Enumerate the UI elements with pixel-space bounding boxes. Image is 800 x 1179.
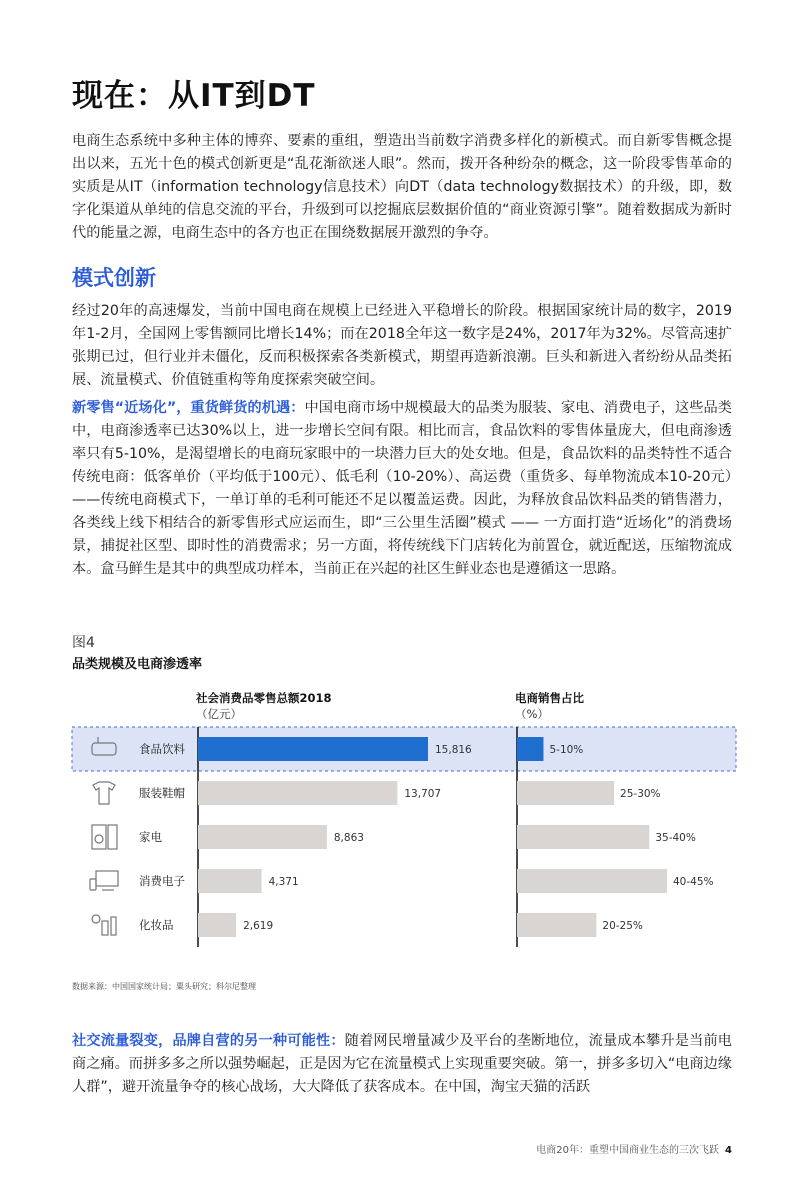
page-number: 4 (725, 1145, 732, 1156)
appliance-icon-fridge (108, 825, 117, 849)
figure-number: 图4 (72, 635, 95, 651)
growth-paragraph: 经过20年的高速爆发，当前中国电商在规模上已经进入平稳增长的阶段。根据国家统计局的数字，2019年1-2月，全国网上零售额同比增长14%；而在2018全年这一数字是24%，2017年为32%。尽管高速扩张期已过，但行业并未僵化，反而积极探索各类新模式，期望再造新浪潮。巨头和新进入者纷纷从品类拓展、流量模式、价值链重构等角度探索突破空间。 (72, 303, 732, 388)
ecommerce-share-value: 40-45% (673, 876, 714, 888)
column-unit-retail-sales: （亿元） (196, 707, 242, 721)
appliance-icon-drum (95, 835, 103, 843)
figure-source: 数据来源：中国国家统计局；粟头研究；科尔尼整理 (72, 982, 256, 991)
social-traffic-paragraph (72, 1030, 732, 1099)
ecommerce-share-value: 5-10% (549, 744, 584, 756)
electronics-icon (96, 871, 118, 886)
appliance-icon (92, 825, 106, 849)
ecommerce-share-bar (517, 913, 596, 937)
ecommerce-share-value: 35-40% (655, 832, 696, 844)
cosmetics-icon-bottle (111, 917, 116, 935)
category-label: 化妆品 (139, 918, 174, 932)
cosmetics-icon (92, 915, 100, 923)
electronics-icon-phone (90, 879, 96, 890)
ecommerce-share-bar (517, 737, 543, 761)
ecommerce-share-value: 20-25% (602, 920, 643, 932)
page-title: 现在：从IT到DT (72, 78, 316, 114)
retail-sales-value: 8,863 (333, 832, 364, 844)
ecommerce-share-value: 25-30% (620, 788, 661, 800)
ecommerce-share-bar (517, 869, 667, 893)
retail-sales-bar (198, 913, 236, 937)
social-traffic-body: 随着网民增量减少及平台的垄断地位，流量成本攀升是当前电商之痛。而拼多多之所以强势崛起，正是因为它在流量模式上实现重要突破。第一，拼多多切入“电商边缘人群”，避开流量争夺的核心战场，大大降低了获客成本。在中国，淘宝天猫的活跃 (72, 1033, 732, 1095)
retail-sales-value: 2,619 (243, 920, 274, 932)
page-footer (536, 1141, 732, 1156)
category-label: 服装鞋帽 (139, 786, 185, 800)
clothing-icon (93, 782, 115, 804)
new-retail-body: 中国电商市场中规模最大的品类为服装、家电、消费电子，这些品类中，电商渗透率已达30%以上，进一步增长空间有限。相比而言，食品饮料的零售体量庞大，但电商渗透率只有5-10%，是渴望增长的电商玩家眼中的一块潜力巨大的处女地。但是，食品饮料的品类特性不适合传统电商：低客单价（平均低于100元）、低毛利（10-20%）、高运费（重货多、每单物流成本10-20元）——传统电商模式下，一单订单的毛利可能还不足以覆盖运费。因此，为释放食品饮料品类的销售潜力，各类线上线下相结合的新零售形式应运而生，即“三公里生活圈”模式 —— 一方面打造“近场化”的消费场景，捕捉社区型、即时性的消费需求；另一方面，将传统线下门店转化为前置仓，就近配送，压缩物流成本。盒马鲜生是其中的典型成功样本，当前正在兴起的社区生鲜业态也是遵循这一思路。 (72, 400, 732, 577)
social-traffic-lead: 社交流量裂变，品牌自营的另一种可能性： (72, 1033, 345, 1049)
category-label: 食品饮料 (139, 742, 185, 756)
intro-paragraph: 电商生态系统中多种主体的博弈、要素的重组，塑造出当前数字消费多样化的新模式。而自新零售概念提出以来，五光十色的模式创新更是“乱花渐欲迷人眼”。然而，拨开各种纷杂的概念，这一阶段零售革命的实质是从IT（information technology信息技术）向DT（data technology数据技术）的升级，即，数字化渠道从单纯的信息交流的平台，升级到可以挖掘底层数据价值的“商业资源引擎”。随着数据成为新时代的能量之源，电商生态中的各方也正在围绕数据展开激烈的争夺。 (72, 133, 732, 241)
column-header-ecommerce-share: 电商销售占比 (515, 691, 584, 705)
column-unit-ecommerce-share: （%） (515, 707, 549, 721)
footer-text: 电商20年：重塑中国商业生态的三次飞跃 (536, 1145, 720, 1156)
ecommerce-share-bar (517, 825, 649, 849)
retail-sales-bar (198, 737, 428, 761)
retail-sales-bar (198, 781, 397, 805)
figure-title: 品类规模及电商渗透率 (72, 657, 203, 672)
retail-sales-bar (198, 869, 262, 893)
column-header-retail-sales: 社会消费品零售总额2018 (196, 691, 332, 705)
cosmetics-icon-lipstick (102, 921, 108, 935)
retail-sales-bar (198, 825, 327, 849)
ecommerce-share-bar (517, 781, 614, 805)
category-label: 家电 (139, 830, 162, 844)
retail-sales-value: 13,707 (404, 788, 442, 800)
category-label: 消费电子 (139, 874, 185, 888)
retail-sales-value: 15,816 (435, 744, 472, 756)
section-title: 模式创新 (72, 266, 156, 290)
new-retail-lead: 新零售“近场化”，重货鲜货的机遇： (72, 400, 305, 416)
retail-sales-value: 4,371 (268, 876, 299, 888)
